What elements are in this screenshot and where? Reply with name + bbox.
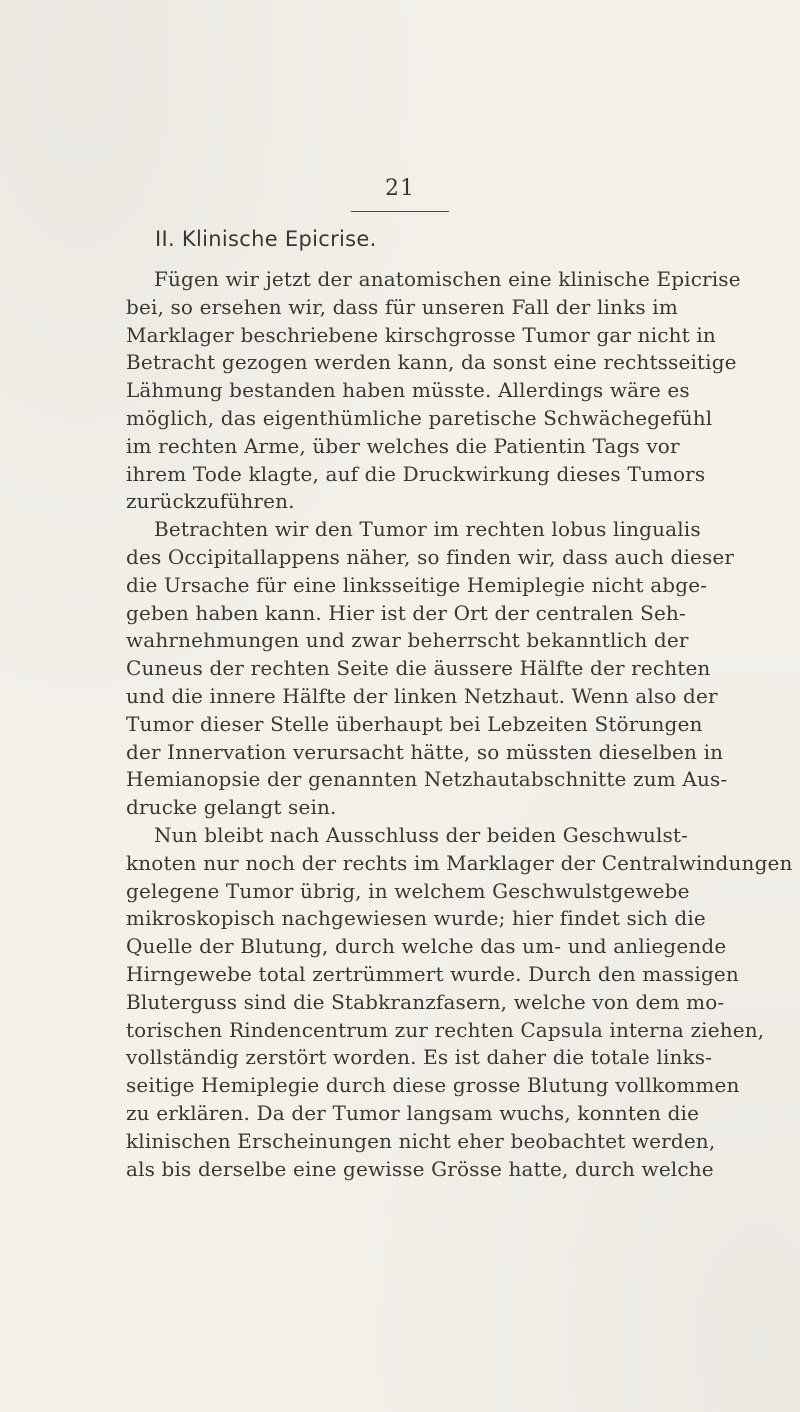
text-line: zu erklären. Da der Tumor langsam wuchs, konnten die [126,1100,700,1125]
text-line: Lähmung bestanden haben müsste. Allerdings wäre es [126,378,690,403]
text-line: Quelle der Blutung, durch welche das um- und anliegende [126,934,727,959]
text-line: seitige Hemiplegie durch diese grosse Blutung vollkommen [126,1073,740,1098]
text-line: Hemianopsie der genannten Netzhautabschnitte zum Aus- [126,767,728,792]
text-line: geben haben kann. Hier ist der Ort der centralen Seh- [126,600,686,625]
text-line: Nun bleibt nach Ausschluss der beiden Geschwulst- [154,822,689,847]
text-line: des Occipitallappens näher, so finden wir, dass auch dieser [126,544,735,569]
text-line: Betracht gezogen werden kann, da sonst eine rechtsseitige [126,350,737,375]
text-line: gelegene Tumor übrig, in welchem Geschwulstgewebe [126,878,690,903]
page-number: 21 [385,176,415,201]
text-line: knoten nur noch der rechts im Marklager der Centralwindungen [126,850,793,875]
text-line: Fügen wir jetzt der anatomischen eine klinische Epicrise [154,267,741,291]
text-line: Cuneus der rechten Seite die äussere Hälfte der rechten [126,656,711,681]
text-line: mikroskopisch nachgewiesen wurde; hier findet sich die [126,906,706,931]
text-line: Marklager beschriebene kirschgrosse Tumor gar nicht in [126,322,716,347]
text-line: die Ursache für eine linksseitige Hemiplegie nicht abge- [126,572,708,597]
text-line: ihrem Tode klagte, auf die Druckwirkung dieses Tumors [126,461,706,486]
body-text [126,266,793,1183]
header-rule [351,211,449,212]
text-line: vollständig zerstört worden. Es ist daher die totale links- [126,1045,713,1070]
text-line: möglich, das eigenthümliche paretische Schwächegefühl [126,405,713,430]
text-line: und die innere Hälfte der linken Netzhaut. Wenn also der [126,683,718,708]
text-line: Tumor dieser Stelle überhaupt bei Lebzeiten Störungen [126,711,703,736]
text-line: drucke gelangt sein. [126,795,337,820]
text-line: Hirngewebe total zertrümmert wurde. Durch den massigen [126,961,739,986]
text-line: der Innervation verursacht hätte, so müssten dieselben in [126,739,724,764]
text-line: klinischen Erscheinungen nicht eher beobachtet werden, [126,1128,716,1153]
text-line: als bis derselbe eine gewisse Grösse hatte, durch welche [126,1156,714,1181]
section-heading: II. Klinische Epicrise. [155,227,377,251]
text-line: zurückzuführen. [126,489,295,514]
text-line: wahrnehmungen und zwar beherrscht bekanntlich der [126,628,689,653]
text-line: Bluterguss sind die Stabkranzfasern, welche von dem mo- [126,989,725,1014]
text-line: bei, so ersehen wir, dass für unseren Fall der links im [126,294,678,319]
text-line: Betrachten wir den Tumor im rechten lobus lingualis [154,517,701,542]
text-line: im rechten Arme, über welches die Patientin Tags vor [126,433,680,458]
text-line: torischen Rindencentrum zur rechten Capsula interna ziehen, [126,1017,765,1042]
